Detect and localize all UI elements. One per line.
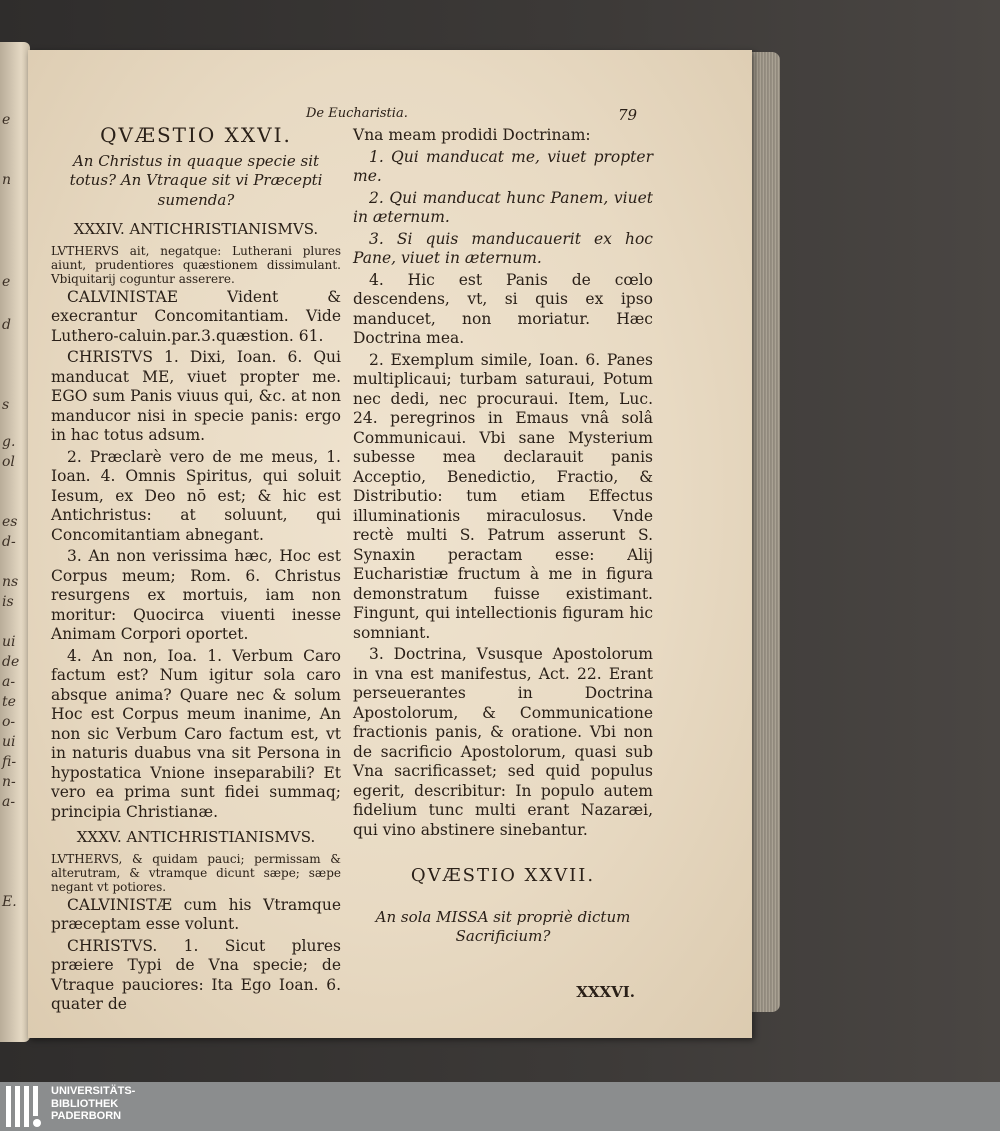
prev-page-fragment: d: [2, 317, 11, 333]
prev-page-fragment: d-: [2, 534, 16, 550]
catchword: XXXVI.: [576, 982, 635, 1001]
prev-page-fragment: e: [2, 274, 11, 290]
prev-page-fragment: es: [2, 514, 18, 530]
numbered-paragraph: 4. An non, Ioa. 1. Verbum Caro factum est? Num igitur sola caro absque anima? Quare nec & solum Hoc est Corpus meum inanime, An non sic Verbum Caro factum est, vt in naturis duabus vna sit Persona in hypostatica Vnione inseparabili? Et vero ea prima sunt fidei summaq; principia Christianæ.: [51, 646, 341, 821]
library-name-line2: BIBLIOTHEK: [51, 1097, 119, 1110]
prev-page-fragment: ol: [2, 454, 15, 470]
calvin-paragraph: CALVINISTAE Vident & execrantur Concomitantiam. Vide Luthero-caluin.par.3.quæstion. 61.: [51, 287, 341, 345]
continuation-line: Vna meam prodidi Doctrinam:: [353, 126, 591, 144]
quote-line: 2. Qui manducat hunc Panem, viuet in æternum.: [353, 188, 653, 226]
calvin-paragraph: CALVINISTÆ cum his Vtramque præceptam esse volunt.: [51, 895, 341, 933]
prev-page-fragment: is: [2, 594, 14, 610]
prev-page-fragment: a-: [2, 674, 16, 690]
christus-paragraph: CHRISTVS. 1. Sicut plures præiere Typi de Vna specie; de Vtraque pauciores: Ita Ego Ioan. 6. quater de: [51, 936, 341, 1013]
question-subtitle: An sola MISSA sit propriè dictum Sacrificium?: [375, 907, 631, 945]
prev-page-fragment: o-: [2, 714, 16, 730]
right-column: [353, 126, 653, 1017]
left-column: [51, 123, 341, 1017]
page-number: 79: [618, 106, 638, 124]
question-title: QVÆSTIO XXVII.: [410, 865, 596, 886]
prev-page-fragment: E.: [2, 894, 17, 910]
luther-paragraph: LVTHERVS ait, negatque: Lutherani plures aiunt, prudentiores quæstionem dissimulant. Vbiquitarij coguntur asserere.: [51, 243, 341, 286]
numbered-paragraph: 2. Exemplum simile, Ioan. 6. Panes multiplicaui; turbam saturaui, Potum nec dedi, nec procuraui. Item, Luc. 24. peregrinos in Emaus vnâ solâ Communicaui. Vbi sane Mysterium subesse mea declarauit panis Acceptio, Benedictio, Fractio, & Distributio: tum etiam Effectus illuminationis miraculosus. Vnde rectè multi S. Patrum asserunt S. Synaxin peractam esse: Alij Eucharistiæ fructum à me in figura demonstratum fuisse existimant. Fingunt, qui intellectionis figuram hic somniant.: [353, 350, 653, 642]
prev-page-fragment: g.: [2, 434, 16, 450]
prev-page-fragment: n: [2, 172, 12, 188]
quote-line: 1. Qui manducat me, viuet propter me.: [353, 147, 653, 185]
book-page: [28, 50, 752, 1038]
question-title: QVÆSTIO XXVI.: [100, 123, 292, 147]
page-edges: [750, 52, 780, 1012]
numbered-paragraph: 3. An non verissima hæc, Hoc est Corpus meum; Rom. 6. Christus resurgens ex mortuis, iam non moritur: Quocirca viuenti inesse Animam Corpori oportet.: [51, 547, 341, 643]
prev-page-fragment: ui: [2, 734, 16, 750]
prev-page-fragment: fi-: [2, 754, 17, 770]
prev-page-fragment: e: [2, 112, 11, 128]
quote-line: 4. Hic est Panis de cœlo descendens, vt, si quis ex ipso manducet, non moriatur. Hæc Doctrina mea.: [353, 270, 653, 347]
numbered-paragraph: 3. Doctrina, Vsusque Apostolorum in vna est manifestus, Act. 22. Erant perseuerantes in Doctrina Apostolorum, & Communicatione fractionis panis, & oratione. Vbi non de sacrificio Apostolorum, quasi sub Vna sacrificasset; sed quid populus egerit, describitur: In populo autem fidelium tunc multi erant Nazaræi, qui vino abstinere sinebantur.: [353, 645, 653, 839]
quote-line: 3. Si quis manducauerit ex hoc Pane, viuet in æternum.: [353, 229, 653, 267]
section-heading: XXXIV. ANTICHRISTIANISMVS.: [73, 220, 319, 238]
prev-page-fragment: de: [2, 654, 20, 670]
christus-paragraph: CHRISTVS 1. Dixi, Ioan. 6. Qui manducat ME, viuet propter me. EGO sum Panis viuus qui, &c. at non manducor nisi in specie panis: ergo in hac totus adsum.: [51, 348, 341, 444]
question-subtitle: An Christus in quaque specie sit totus? An Vtraque sit vi Præcepti sumenda?: [69, 151, 323, 209]
numbered-paragraph: 2. Præclarè vero de me meus, 1. Ioan. 4. Omnis Spiritus, qui soluit Iesum, ex Deo nō est; & hic est Antichristus: at soluunt, qui Concomitantiam abnegant.: [51, 447, 341, 544]
library-name: [51, 1085, 135, 1123]
prev-page-fragment: n-: [2, 774, 16, 790]
footer-bar: [0, 1082, 1000, 1131]
prev-page-fragment: ns: [2, 574, 19, 590]
prev-page-fragment: s: [2, 397, 10, 413]
prev-page-fragment: te: [2, 694, 16, 710]
running-title: De Eucharistia.: [306, 106, 408, 121]
previous-page-edge: [0, 42, 30, 1042]
library-name-line1: UNIVERSITÄTS-: [51, 1085, 136, 1097]
library-logo-icon: [4, 1084, 44, 1129]
section-heading: XXXV. ANTICHRISTIANISMVS.: [76, 828, 316, 846]
prev-page-fragment: ui: [2, 634, 16, 650]
prev-page-fragment: a-: [2, 794, 16, 810]
library-name-line3: PADERBORN: [51, 1110, 122, 1122]
luther-paragraph: LVTHERVS, & quidam pauci; permissam & alterutram, & vtramque dicunt sæpe; sæpe negant vt potiores.: [51, 851, 341, 894]
